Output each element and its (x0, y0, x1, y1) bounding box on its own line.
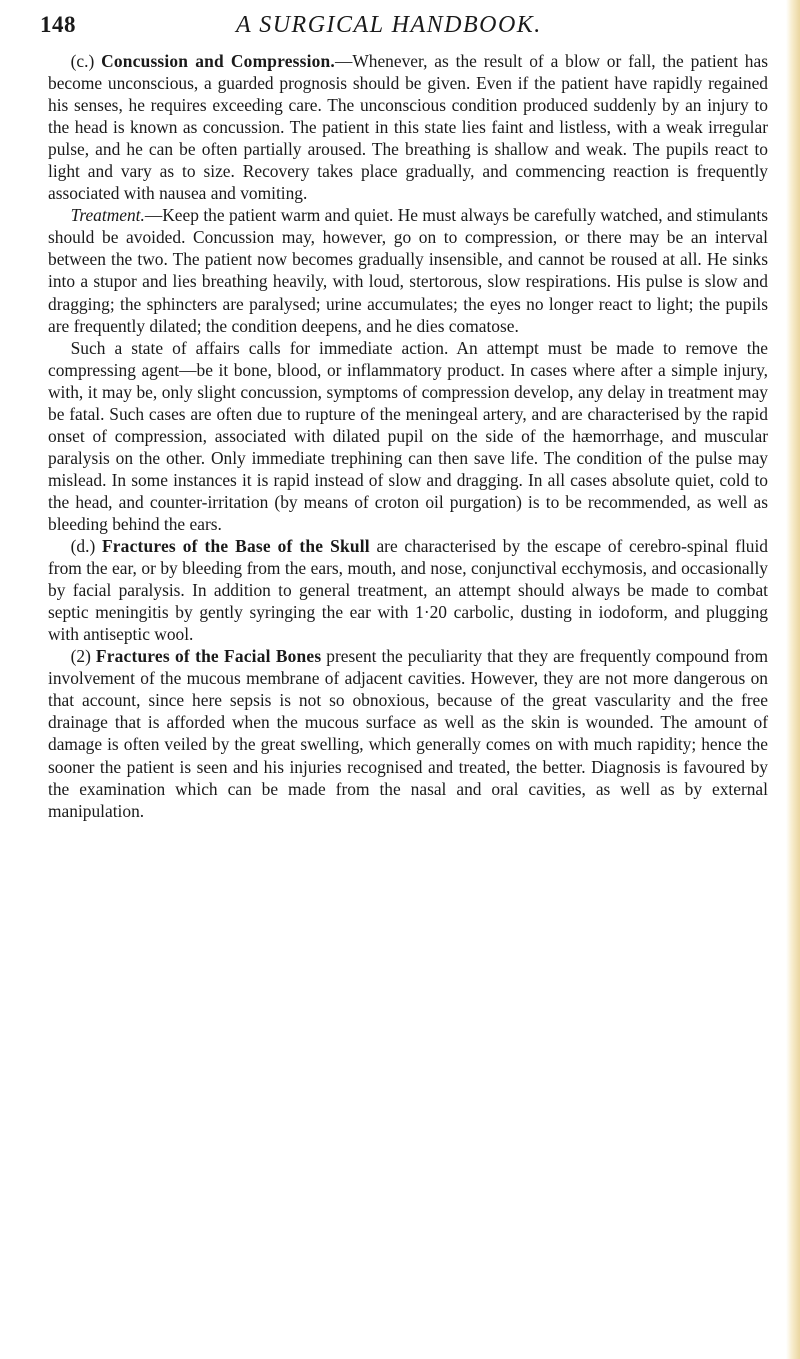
section-label: (c.) (70, 51, 95, 71)
section-heading: Fractures of the Facial Bones (95, 646, 322, 667)
paragraph-text: present the peculiarity that they are frequently compound from involvement of the mucous membrane of adjacent cavities. However, they are not more dangerous on that account, since here sepsis is not so obnoxious, because of the great vascularity and the free drainage that is afforded when the mucous surface as well as the skin is wounded. The amount of damage is often veiled by the great swelling, which generally comes on with much rapidity; hence the sooner the patient is seen and his injuries recognised and treated, the better. Diagnosis is favoured by the examination which can be made from the nasal and oral cavities, as well as by external manipulation. (48, 646, 768, 821)
section-heading: Concussion and Compression. (101, 51, 335, 71)
treatment-lead: Treatment. (70, 205, 145, 226)
paragraph-text: are characterised by the escape of cerebro-spinal fluid from the ear, or by bleeding from the ears, mouth, and nose, conjunctival ecchymosis, and occasionally by facial paralysis. In addition to general treatment, an attempt should always be made to combat septic meningitis by gently syringing the ear with 1·20 carbolic, dusting in iodoform, and plugging with antiseptic wool. (48, 536, 768, 645)
paragraph-text: —Keep the patient warm and quiet. He must always be carefully watched, and stimulants should be avoided. Concussion may, however, go on to compression, or there may be an interval between the two. The patient now becomes gradually insensible, and cannot be roused at all. He sinks into a stupor and lies breathing heavily, with loud, stertorous, slow respirations. His pulse is slow and dragging; the sphincters are paralysed; urine accumulates; the eyes no longer react to light; the pupils are frequently dilated; the condition deepens, and he dies comatose. (48, 205, 768, 336)
paragraph-text: —Whenever, as the result of a blow or fall, the patient has become unconscious, a guarded prognosis should be given. Even if the patient have rapidly regained his senses, he requires exceeding care. The unconscious condition produced suddenly by an injury to the head is known as concussion. The patient in this state lies faint and listless, with a weak irregular pulse, and he can be often partially aroused. The breathing is shallow and weak. The pupils react to light and vary as to size. Recovery takes place gradually, and commencing reaction is frequently associated with nausea and vomiting. (48, 51, 768, 204)
body-text (48, 50, 768, 822)
paragraph-immediate-action (48, 337, 768, 535)
section-label: (d.) (70, 536, 96, 557)
section-heading: Fractures of the Base of the Skull (101, 536, 370, 557)
running-header (40, 10, 770, 44)
running-title: A SURGICAL HANDBOOK. (236, 12, 542, 38)
page-number: 148 (40, 12, 76, 37)
paragraph-facial-bones (48, 645, 768, 821)
paragraph-base-of-skull (48, 535, 768, 645)
paragraph-text: Such a state of affairs calls for immediate action. An attempt must be made to remove the compressing agent—be it bone, blood, or inflammatory product. In cases where after a simple injury, with, it may be, only slight concussion, symptoms of compression develop, any delay in treatment may be fatal. Such cases are often due to rupture of the meningeal artery, and are characterised by the rapid onset of compression, associated with dilated pupil on the side of the hæmorrhage, and muscular paralysis on the other. Only immediate trephining can then save life. The condition of the pulse may mislead. In some instances it is rapid instead of slow and dragging. In all cases absolute quiet, cold to the head, and counter-irritation (by means of croton oil purgation) is to be recommended, as well as bleeding behind the ears. (48, 337, 768, 534)
paragraph-treatment (48, 204, 768, 336)
section-label: (2) (70, 646, 91, 667)
paragraph-concussion (48, 50, 768, 204)
page-edge-shading (786, 0, 800, 1359)
